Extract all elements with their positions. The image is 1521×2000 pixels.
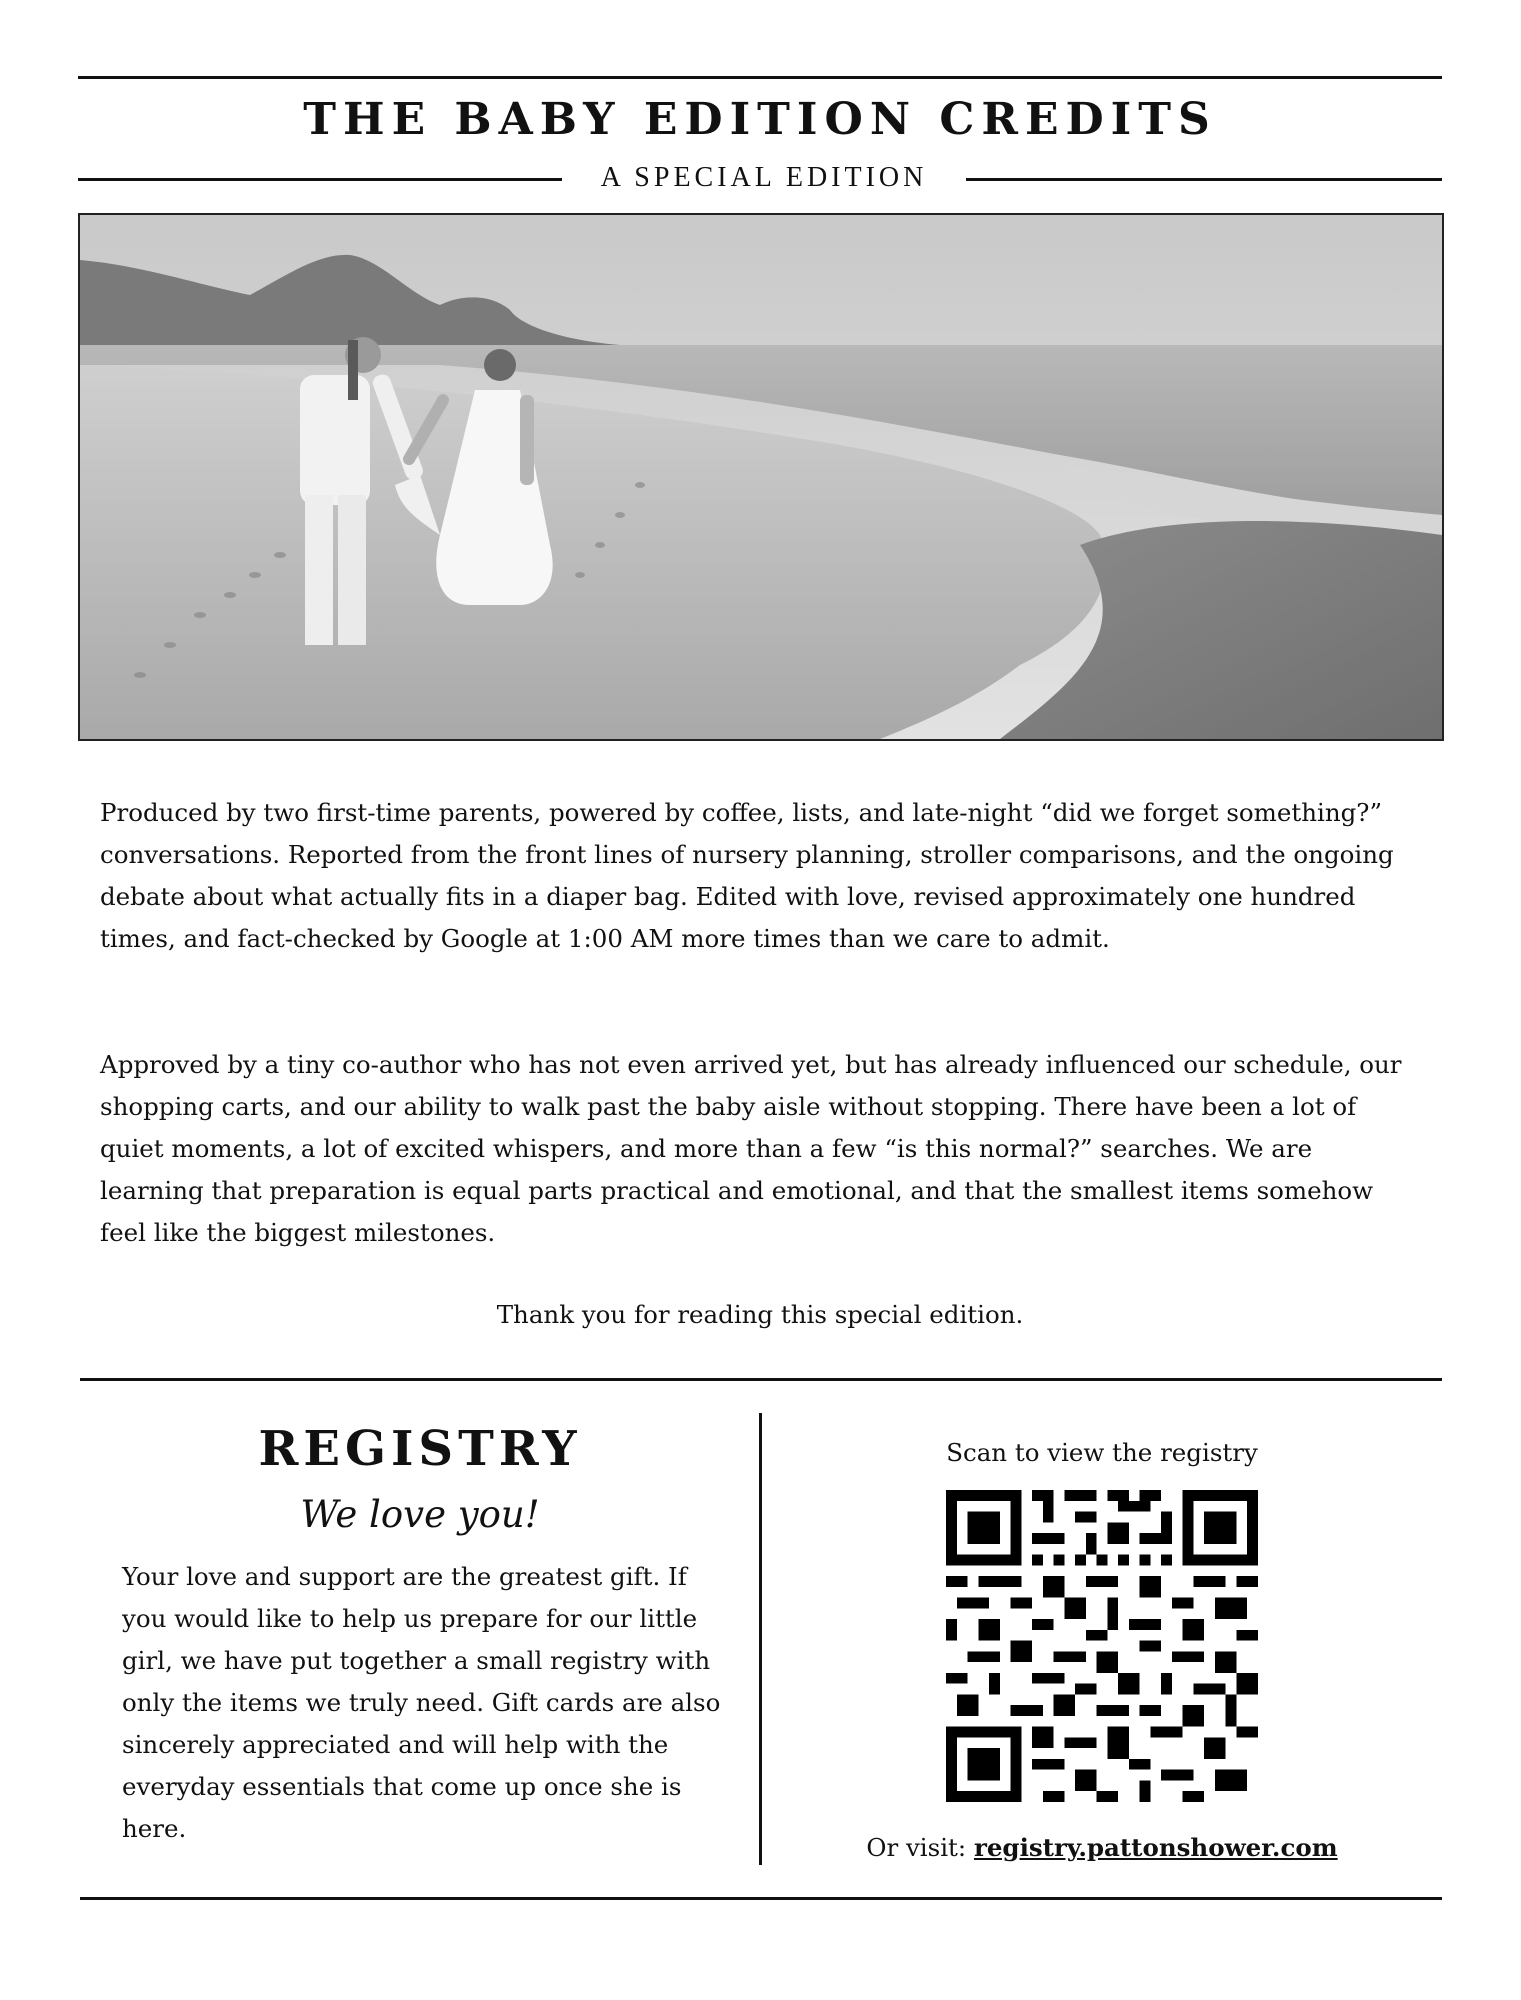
subtitle-rule-left (78, 178, 562, 181)
beach-couple-photo (78, 213, 1444, 741)
top-rule (78, 76, 1442, 79)
scan-label: Scan to view the registry (946, 1438, 1258, 1467)
bottom-rule (80, 1897, 1442, 1900)
registry-qr-code[interactable] (946, 1490, 1258, 1802)
thank-you-line: Thank you for reading this special edition. (496, 1300, 1024, 1329)
page-subtitle: A SPECIAL EDITION (600, 162, 928, 193)
page-title: THE BABY EDITION CREDITS (303, 94, 1217, 145)
visit-prefix: Or visit: (866, 1833, 967, 1862)
registry-text: Your love and support are the greatest gift. If you would like to help us prepare for our little girl, we have put together a small registry with only the items we truly need. Gift cards are also sincerely appreciated and will help with the everyday essentials that come up once she is here. (122, 1562, 721, 1843)
registry-heading: REGISTRY (258, 1421, 582, 1477)
second-paragraph: Approved by a tiny co-author who has not even arrived yet, but has already influenced our schedule, our shopping carts, and our ability to walk past the baby aisle without stopping. There have been a lot of quiet moments, a lot of excited whispers, and more than a few “is this normal?” searches. We are learning that preparation is equal parts practical and emotional, and that the smallest items somehow feel like the biggest milestones. (100, 1050, 1402, 1247)
subtitle-rule-right (966, 178, 1442, 181)
intro-paragraph: Produced by two first-time parents, powered by coffee, lists, and late-night “did we forget something?” conversations. Reported from the front lines of nursery planning, stroller comparisons, and the ongoing debate about what actually fits in a diaper bag. Edited with love, revised approximately one hundred times, and fact-checked by Google at 1:00 AM more times than we care to admit. (100, 798, 1394, 953)
column-divider (759, 1413, 762, 1865)
love-line: We love you! (300, 1493, 540, 1536)
registry-link[interactable]: registry.pattonshower.com (973, 1833, 1338, 1862)
visit-line (762, 1830, 1442, 1866)
section-divider (80, 1378, 1442, 1381)
